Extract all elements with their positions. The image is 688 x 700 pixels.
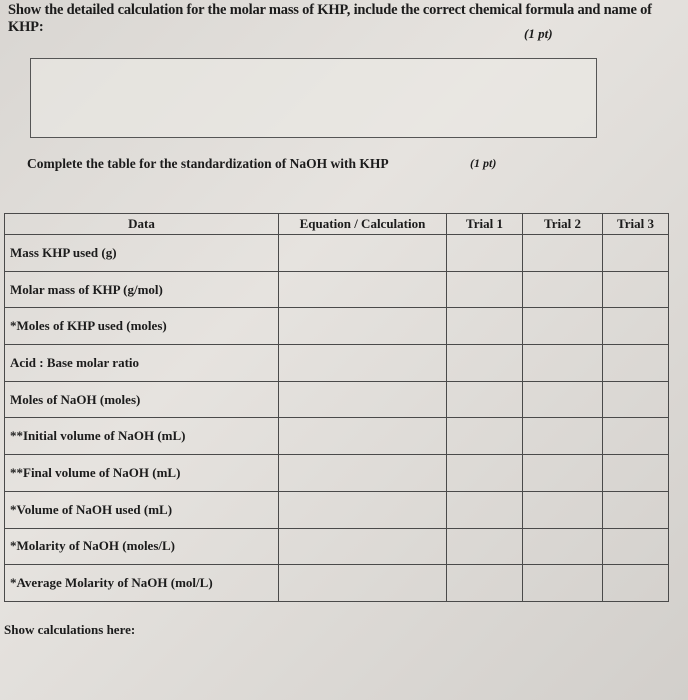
trial-2-cell[interactable] — [523, 418, 603, 455]
trial-1-cell[interactable] — [447, 381, 523, 418]
table-row — [5, 528, 669, 565]
trial-1-cell[interactable] — [447, 345, 523, 382]
header-trial-1: Trial 1 — [447, 214, 523, 235]
table-row — [5, 271, 669, 308]
equation-cell[interactable] — [279, 308, 447, 345]
trial-3-cell[interactable] — [603, 565, 669, 602]
trial-2-cell[interactable] — [523, 308, 603, 345]
trial-2-cell[interactable] — [523, 565, 603, 602]
trial-1-cell[interactable] — [447, 418, 523, 455]
trial-1-cell[interactable] — [447, 308, 523, 345]
trial-3-cell[interactable] — [603, 491, 669, 528]
equation-cell[interactable] — [279, 528, 447, 565]
trial-3-cell[interactable] — [603, 308, 669, 345]
trial-1-cell[interactable] — [447, 455, 523, 492]
table-row — [5, 308, 669, 345]
row-label: *Molarity of NaOH (moles/L) — [5, 528, 279, 565]
trial-2-cell[interactable] — [523, 235, 603, 272]
equation-cell[interactable] — [279, 235, 447, 272]
trial-2-cell[interactable] — [523, 528, 603, 565]
row-label: *Average Molarity of NaOH (mol/L) — [5, 565, 279, 602]
table-row — [5, 345, 669, 382]
show-calculations-label: Show calculations here: — [4, 622, 136, 637]
row-label: Mass KHP used (g) — [5, 235, 279, 272]
trial-1-cell[interactable] — [447, 235, 523, 272]
row-label: Moles of NaOH (moles) — [5, 381, 279, 418]
equation-cell[interactable] — [279, 381, 447, 418]
trial-2-cell[interactable] — [523, 271, 603, 308]
trial-3-cell[interactable] — [603, 271, 669, 308]
question-standardization-points: (1 pt) — [470, 156, 497, 170]
trial-3-cell[interactable] — [603, 455, 669, 492]
equation-cell[interactable] — [279, 271, 447, 308]
trial-2-cell[interactable] — [523, 381, 603, 418]
header-data: Data — [5, 214, 279, 235]
row-label: *Moles of KHP used (moles) — [5, 308, 279, 345]
header-trial-2: Trial 2 — [523, 214, 603, 235]
trial-2-cell[interactable] — [523, 345, 603, 382]
equation-cell[interactable] — [279, 418, 447, 455]
trial-1-cell[interactable] — [447, 271, 523, 308]
trial-3-cell[interactable] — [603, 381, 669, 418]
trial-2-cell[interactable] — [523, 455, 603, 492]
row-label: **Initial volume of NaOH (mL) — [5, 418, 279, 455]
equation-cell[interactable] — [279, 565, 447, 602]
trial-3-cell[interactable] — [603, 528, 669, 565]
trial-3-cell[interactable] — [603, 418, 669, 455]
table-row — [5, 381, 669, 418]
table-row — [5, 491, 669, 528]
row-label: Molar mass of KHP (g/mol) — [5, 271, 279, 308]
equation-cell[interactable] — [279, 345, 447, 382]
trial-1-cell[interactable] — [447, 565, 523, 602]
header-equation-calculation: Equation / Calculation — [279, 214, 447, 235]
table-row — [5, 418, 669, 455]
trial-1-cell[interactable] — [447, 491, 523, 528]
table-row — [5, 235, 669, 272]
table-row — [5, 565, 669, 602]
row-label: *Volume of NaOH used (mL) — [5, 491, 279, 528]
table-header-row — [5, 214, 669, 235]
question-molar-mass: Show the detailed calculation for the molar mass of KHP, include the correct chemical formula and name of KHP: — [8, 2, 652, 35]
row-label: **Final volume of NaOH (mL) — [5, 455, 279, 492]
question-standardization: Complete the table for the standardization of NaOH with KHP — [27, 156, 389, 171]
trial-2-cell[interactable] — [523, 491, 603, 528]
equation-cell[interactable] — [279, 455, 447, 492]
question-molar-mass-points: (1 pt) — [524, 26, 553, 41]
trial-1-cell[interactable] — [447, 528, 523, 565]
header-trial-3: Trial 3 — [603, 214, 669, 235]
row-label: Acid : Base molar ratio — [5, 345, 279, 382]
table-row — [5, 455, 669, 492]
equation-cell[interactable] — [279, 491, 447, 528]
molar-mass-answer-box[interactable] — [30, 58, 597, 138]
trial-3-cell[interactable] — [603, 345, 669, 382]
standardization-table — [4, 213, 669, 602]
trial-3-cell[interactable] — [603, 235, 669, 272]
